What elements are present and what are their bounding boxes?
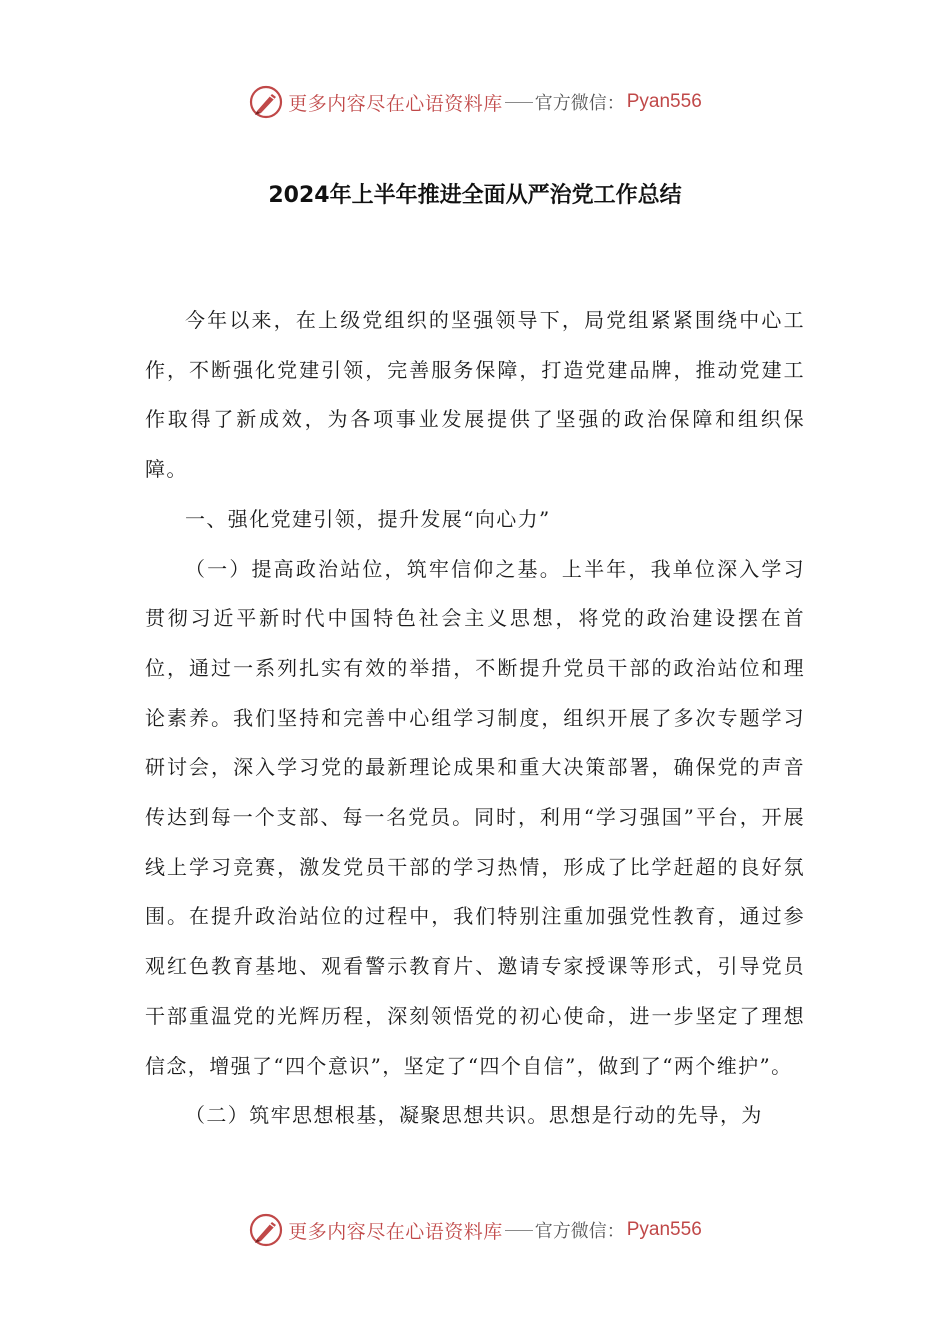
watermark-banner-top xyxy=(0,82,950,122)
watermark-divider xyxy=(505,102,533,103)
pen-logo-icon xyxy=(248,84,284,120)
watermark-divider xyxy=(505,1230,533,1231)
watermark-prefix: 更多内容尽在心语资料库 xyxy=(288,1220,503,1243)
pen-logo-icon xyxy=(248,1212,284,1248)
paragraph-1-1: （一）提高政治站位，筑牢信仰之基。上半年，我单位深入学习贯彻习近平新时代中国特色社会主义思想，将党的政治建设摆在首位，通过一系列扎实有效的举措，不断提升党员干部的政治站位和理论素养。我们坚持和完善中心组学习制度，组织开展了多次专题学习研讨会，深入学习党的最新理论成果和重大决策部署，确保党的声音传达到每一个支部、每一名党员。同时，利用“学习强国”平台，开展线上学习竞赛，激发党员干部的学习热情，形成了比学赶超的良好氛围。在提升政治站位的过程中，我们特别注重加强党性教育，通过参观红色教育基地、观看警示教育片、邀请专家授课等形式，引导党员干部重温党的光辉历程，深刻领悟党的初心使命，进一步坚定了理想信念，增强了“四个意识”，坚定了“四个自信”，做到了“两个维护”。 xyxy=(145,556,805,1078)
document-title: 2024年上半年推进全面从严治党工作总结 xyxy=(268,183,682,208)
paragraph-1-2: （二）筑牢思想根基，凝聚思想共识。思想是行动的先导，为 xyxy=(185,1103,763,1128)
section-heading-1: 一、强化党建引领，提升发展“向心力” xyxy=(185,506,551,531)
watermark-prefix: 更多内容尽在心语资料库 xyxy=(288,92,503,115)
watermark-banner-bottom xyxy=(0,1210,950,1250)
watermark-wechat-id: Pyan556 xyxy=(626,91,702,112)
document-body xyxy=(145,296,805,1141)
watermark-suffix: 官方微信： xyxy=(534,1221,625,1242)
watermark-wechat-id: Pyan556 xyxy=(626,1219,702,1240)
paragraph-intro: 今年以来，在上级党组织的坚强领导下，局党组紧紧围绕中心工作，不断强化党建引领，完善服务保障，打造党建品牌，推动党建工作取得了新成效，为各项事业发展提供了坚强的政治保障和组织保障。 xyxy=(145,308,805,482)
watermark-suffix: 官方微信： xyxy=(534,93,625,114)
